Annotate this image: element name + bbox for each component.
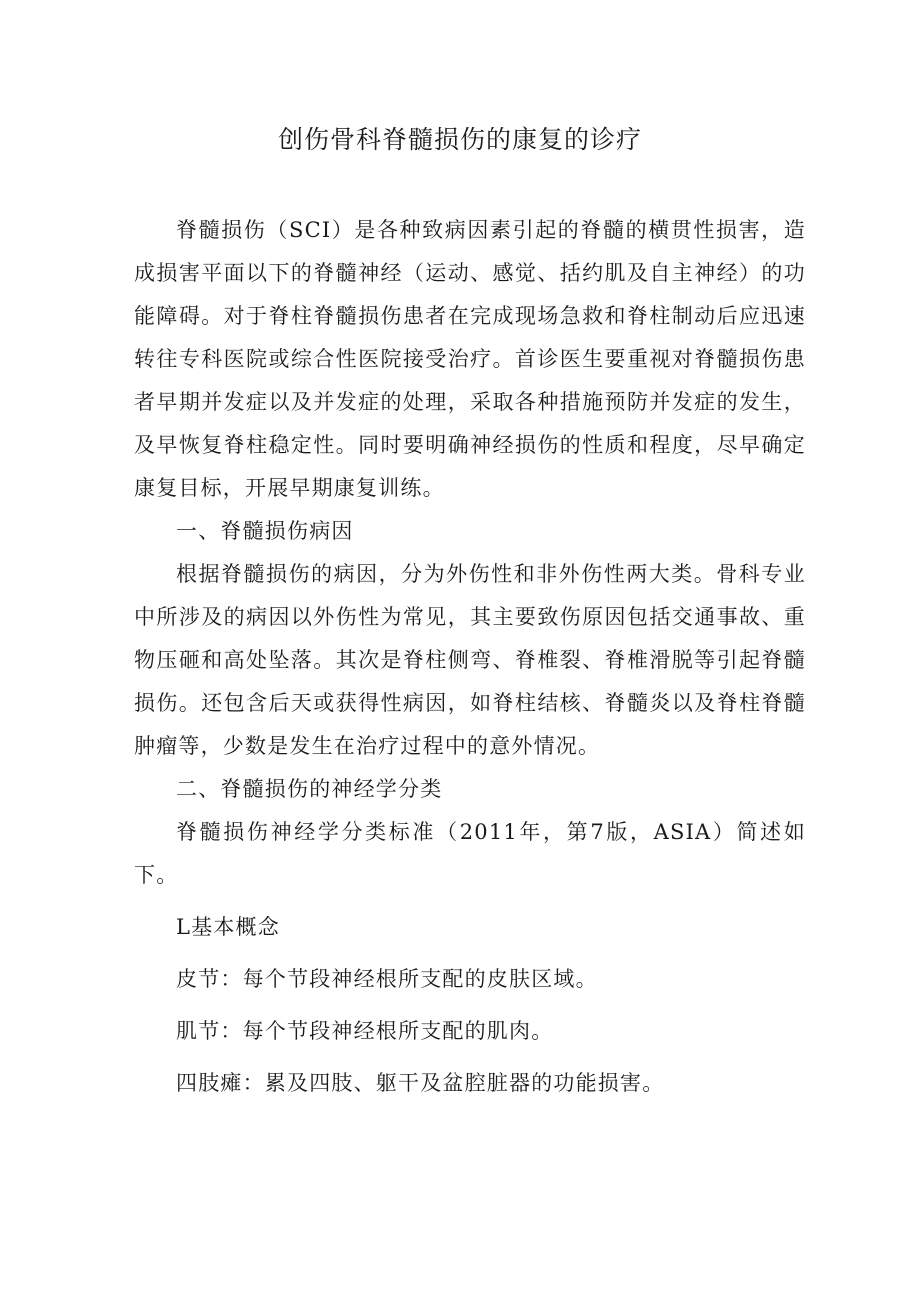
document-title: 创伤骨科脊髓损伤的康复的诊疗 [277,125,642,154]
definition-tetraplegia: 四肢瘫：累及四肢、躯干及盆腔脏器的功能损害。 [176,1071,665,1095]
section-heading-classification: 二、脊髓损伤的神经学分类 [176,777,443,801]
paragraph-causes: 根据脊髓损伤的病因，分为外伤性和非外伤性两大类。骨科专业中所涉及的病因以外伤性为常见，其主要致伤原因包括交通事故、重物压砸和高处坠落。其次是脊柱侧弯、脊椎裂、脊椎滑脱等引起脊髓损伤。还包含后天或获得性病因，如脊柱结核、脊髓炎以及脊柱脊髓肿瘤等，少数是发生在治疗过程中的意外情况。 [134,562,806,758]
paragraph-classification: 脊髓损伤神经学分类标准（2011年，第7版，ASIA）简述如下。 [134,820,806,887]
section-heading-causes: 一、脊髓损伤病因 [176,519,354,543]
paragraph-intro: 脊髓损伤（SCI）是各种致病因素引起的脊髓的横贯性损害，造成损害平面以下的脊髓神经（运动、感觉、括约肌及自主神经）的功能障碍。对于脊柱脊髓损伤患者在完成现场急救和脊柱制动后应迅速转往专科医院或综合性医院接受治疗。首诊医生要重视对脊髓损伤患者早期并发症以及并发症的处理，采取各种措施预防并发症的发生，及早恢复脊柱稳定性。同时要明确神经损伤的性质和程度，尽早确定康复目标，开展早期康复训练。 [134,218,806,500]
definition-dermatome: 皮节：每个节段神经根所支配的皮肤区域。 [176,967,598,991]
document-body [134,209,806,1105]
subheading-basic-concepts: L基本概念 [176,915,280,939]
definition-myotome: 肌节：每个节段神经根所支配的肌肉。 [176,1019,554,1043]
